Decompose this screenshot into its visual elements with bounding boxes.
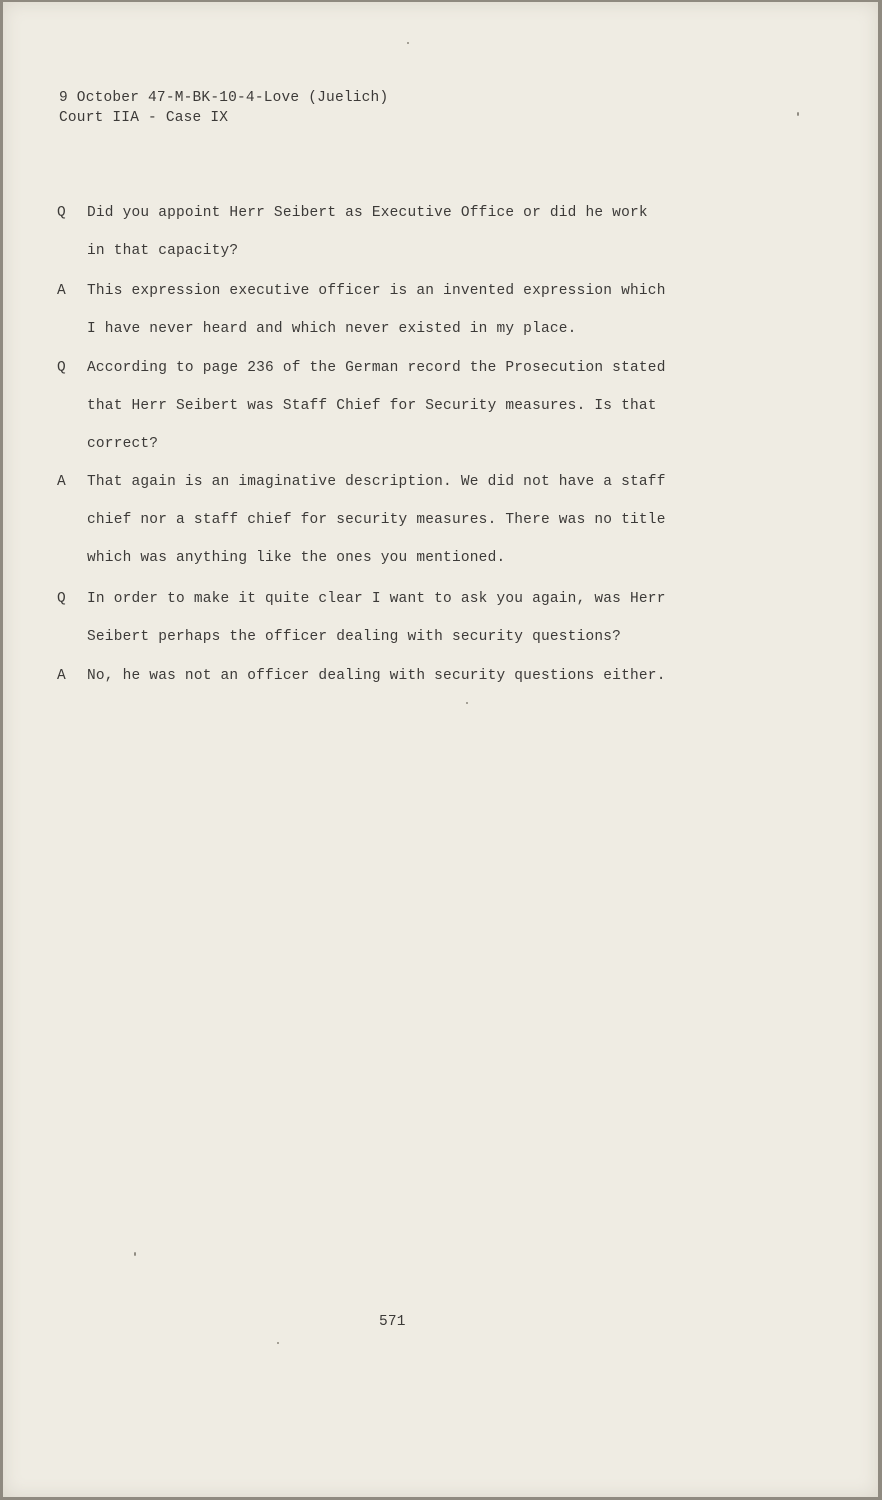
paper-speck	[134, 1252, 136, 1256]
answer-label: A	[57, 668, 66, 684]
question-2-line-2: that Herr Seibert was Staff Chief for Security measures. Is that	[87, 398, 657, 414]
answer-label: A	[57, 283, 66, 299]
paper-speck	[797, 112, 799, 116]
page-number: 571	[379, 1314, 406, 1330]
answer-1-line-1: This expression executive officer is an invented expression which	[87, 283, 666, 299]
transcript-page	[3, 2, 878, 1497]
answer-2-line-1: That again is an imaginative description. We did not have a staff	[87, 474, 666, 490]
question-1-line-2: in that capacity?	[87, 243, 239, 259]
paper-speck	[407, 42, 409, 44]
question-2-line-3: correct?	[87, 436, 159, 452]
paper-speck	[277, 1342, 279, 1344]
answer-2-line-2: chief nor a staff chief for security measures. There was no title	[87, 512, 666, 528]
question-label: Q	[57, 591, 66, 607]
answer-3-line-1: No, he was not an officer dealing with security questions either.	[87, 668, 666, 684]
transcript-header-court: Court IIA - Case IX	[59, 110, 229, 126]
transcript-header-date: 9 October 47-M-BK-10-4-Love (Juelich)	[59, 90, 389, 106]
question-3-line-1: In order to make it quite clear I want to ask you again, was Herr	[87, 591, 666, 607]
question-3-line-2: Seibert perhaps the officer dealing with security questions?	[87, 629, 622, 645]
paper-speck	[466, 702, 468, 704]
answer-label: A	[57, 474, 66, 490]
question-label: Q	[57, 360, 66, 376]
answer-1-line-2: I have never heard and which never existed in my place.	[87, 321, 577, 337]
question-1-line-1: Did you appoint Herr Seibert as Executive Office or did he work	[87, 205, 648, 221]
question-label: Q	[57, 205, 66, 221]
answer-2-line-3: which was anything like the ones you mentioned.	[87, 550, 506, 566]
question-2-line-1: According to page 236 of the German record the Prosecution stated	[87, 360, 666, 376]
